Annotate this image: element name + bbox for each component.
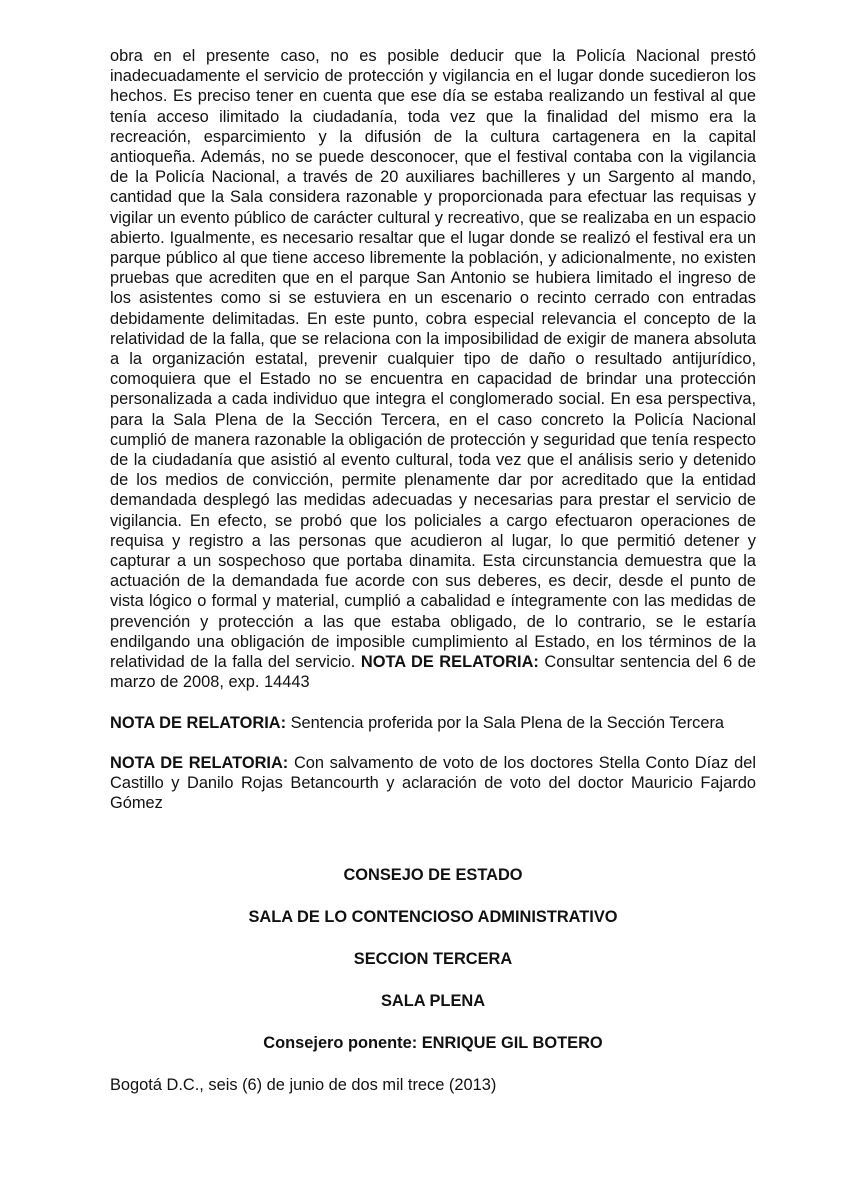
decision-header (110, 865, 756, 1053)
relatoria-note-2-text: Sentencia proferida por la Sala Plena de la Sección Tercera (290, 713, 725, 732)
plenary-name: SALA PLENA (380, 992, 486, 1011)
relatoria-note-3 (110, 753, 756, 814)
date-line: Bogotá D.C., seis (6) de junio de dos mil trece (2013) (110, 1076, 497, 1095)
rapporteur: Consejero ponente: ENRIQUE GIL BOTERO (263, 1034, 603, 1053)
chamber-name: SALA DE LO CONTENCIOSO ADMINISTRATIVO (248, 908, 618, 927)
main-paragraph (110, 46, 756, 693)
court-name: CONSEJO DE ESTADO (343, 866, 523, 885)
relatoria-note-3-text: Con salvamento de voto de los doctores Stella Conto Díaz del Castillo y Danilo Rojas Betancourth y aclaración de voto del doctor Mauricio Fajardo Gómez (110, 753, 757, 813)
relatoria-note-2 (110, 713, 756, 733)
relatoria-note-text: Consultar sentencia del 6 de marzo de 2008, exp. 14443 (110, 653, 756, 692)
section-name: SECCION TERCERA (353, 950, 513, 969)
main-paragraph-text: obra en el presente caso, no es posible deducir que la Policía Nacional prestó inadecuadamente el servicio de protección y vigilancia en el lugar donde sucedieron los hechos. Es preciso tener en cuenta que ese día se estaba realizando un festival al que tenía acceso ilimitado la ciudadanía, toda vez que la finalidad del mismo era la recreación, esparcimiento y la difusión de la cultura cartagenera en la capital antioqueña. Además, no se puede desconocer, que el festival contaba con la vigilancia de la Policía Nacional, a través de 20 auxiliares bachilleres y un Sargento al mando, cantidad que la Sala considera razonable y proporcionada para efectuar las requisas y vigilar un evento público de carácter cultural y recreativo, que se realizaba en un espacio abierto. Igualmente, es necesario resaltar que el lugar donde se realizó el festival era un parque público al que tiene acceso libremente la población, y adicionalmente, no existen pruebas que acrediten que en el parque San Antonio se hubiera limitado el ingreso de los asistentes como si se estuviera en un escenario o recinto cerrado con entradas debidamente delimitadas. En este punto, cobra especial relevancia el concepto de la relatividad de la falla, que se relaciona con la imposibilidad de exigir de manera absoluta a la organización estatal, prevenir cualquier tipo de daño o resultado antijurídico, comoquiera que el Estado no se encuentra en capacidad de brindar una protección personalizada a cada individuo que integra el conglomerado social. En esa perspectiva, para la Sala Plena de la Sección Tercera, en el caso concreto la Policía Nacional cumplió de manera razonable la obligación de protección y seguridad que tenía respecto de la ciudadanía que asistió al evento cultural, toda vez que el análisis serio y detenido de los medios de convicción, permite plenamente dar por acreditado que la entidad demandada desplegó las medidas adecuadas y necesarias para prestar el servicio de vigilancia. En efecto, se probó que los policiales a cargo efectuaron operaciones de requisa y registro a las personas que acudieron al lugar, lo que permitió detener y capturar a un sospechoso que portaba dinamita. Esta circunstancia demuestra que la actuación de la demandada fue acorde con sus deberes, es decir, desde el punto de vista lógico o formal y material, cumplió a cabalidad e íntegramente con las medidas de prevención y protección a las que estaba obligado, de lo contrario, se le estaría endilgando una obligación de imposible cumplimiento al Estado, en los términos de la relatividad de la falla del servicio. (110, 47, 756, 672)
document-page (110, 46, 756, 1112)
relatoria-note-2-label: NOTA DE RELATORIA: (110, 713, 287, 732)
relatoria-note-label: NOTA DE RELATORIA: (360, 653, 539, 672)
relatoria-note-3-label: NOTA DE RELATORIA: (110, 753, 289, 772)
